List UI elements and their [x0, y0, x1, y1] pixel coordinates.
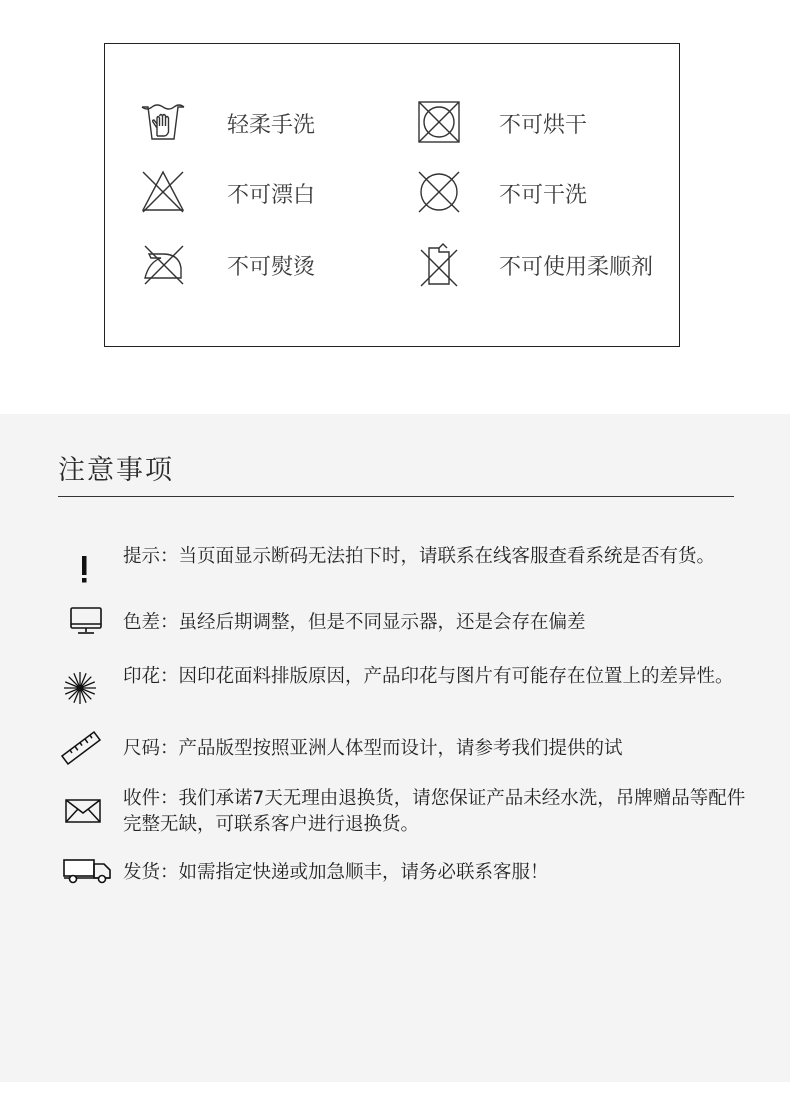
care-label: 轻柔手洗: [227, 113, 316, 138]
no-iron-icon: [139, 240, 187, 288]
flower-icon: [62, 670, 98, 706]
divider: [58, 496, 734, 497]
note-text: 收件：我们承诺7天无理由退换货，请您保证产品未经水洗，吊牌赠品等配件完整无缺，可联系客户进行退换货。: [123, 788, 746, 835]
care-label: 不可烘干: [499, 113, 588, 138]
hand-wash-icon: [139, 98, 187, 146]
monitor-icon: [69, 606, 103, 636]
no-tumble-dry-icon: [415, 98, 463, 146]
no-bleach-icon: [139, 168, 187, 216]
ruler-icon: [60, 730, 102, 766]
care-label: 不可使用柔顺剂: [499, 255, 654, 280]
care-symbols-panel: [104, 43, 680, 347]
envelope-icon: [64, 798, 102, 824]
note-text: 印花：因印花面料排版原因，产品印花与图片有可能存在位置上的差异性。: [123, 666, 734, 687]
note-text: 色差：虽经后期调整，但是不同显示器，还是会存在偏差: [123, 612, 586, 633]
care-label: 不可漂白: [227, 183, 316, 208]
exclamation-icon: [76, 554, 92, 586]
note-text: 发货：如需指定快递或加急顺丰，请务必联系客服！: [123, 862, 549, 883]
truck-icon: [62, 858, 112, 884]
note-text: 尺码：产品版型按照亚洲人体型而设计，请参考我们提供的试: [123, 738, 623, 759]
no-dry-clean-icon: [415, 168, 463, 216]
notes-section: [0, 414, 790, 1082]
no-softener-icon: [415, 240, 463, 288]
notes-title: 注意事项: [58, 455, 174, 486]
care-label: 不可干洗: [499, 183, 588, 208]
note-text: 提示：当页面显示断码无法拍下时，请联系在线客服查看系统是否有货。: [123, 546, 716, 567]
care-label: 不可熨烫: [227, 255, 316, 280]
